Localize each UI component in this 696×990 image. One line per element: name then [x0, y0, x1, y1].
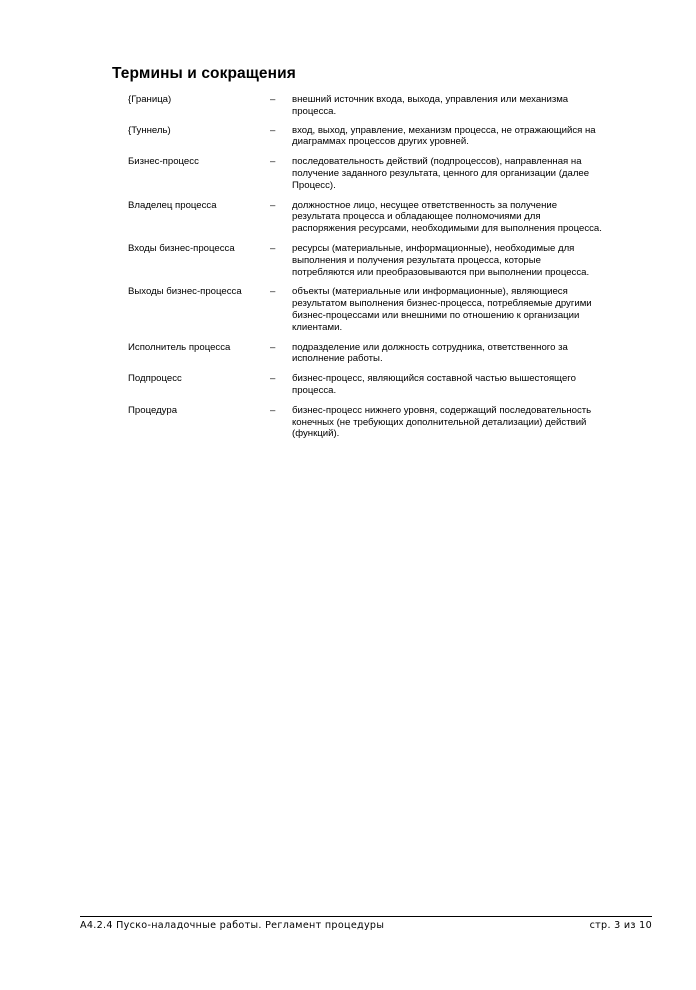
term-dash: –	[270, 156, 276, 168]
term-name: {Туннель)	[128, 124, 171, 136]
term-definition-line: процесса.	[292, 105, 337, 117]
terms-list	[128, 94, 648, 440]
term-definition	[292, 125, 648, 149]
term-definition-line: ресурсы (материальные, информационные), необходимые для	[292, 242, 575, 254]
term-row	[128, 156, 648, 191]
term-dash: –	[270, 286, 276, 298]
page-footer	[80, 916, 652, 931]
term-definition-line: конечных (не требующих дополнительной детализации) действий	[292, 416, 587, 428]
term-dash: –	[270, 124, 276, 136]
term-definition-line: Процесс).	[292, 179, 336, 191]
term-definition-line: бизнес-процессами или внешними по отношению к организации	[292, 309, 580, 321]
term-definition-line: диаграммах процессов других уровней.	[292, 136, 469, 148]
page-title: Термины и сокращения	[112, 65, 296, 82]
term-definition-line: должностное лицо, несущее ответственность за получение	[292, 199, 558, 211]
term-row	[128, 94, 648, 118]
term-name: Входы бизнес-процесса	[128, 242, 235, 254]
term-definition-line: потребляются или преобразовываются при выполнении процесса.	[292, 266, 590, 278]
term-name: Выходы бизнес-процесса	[128, 286, 242, 298]
term-definition-line: клиентами.	[292, 321, 343, 333]
term-definition-line: результатом выполнения бизнес-процесса, потребляемые другими	[292, 298, 592, 310]
term-definition-line: последовательность действий (подпроцессов), направленная на	[292, 156, 582, 168]
term-row	[128, 373, 648, 397]
term-definition	[292, 200, 648, 235]
term-row	[128, 243, 648, 278]
term-definition-line: процесса.	[292, 384, 337, 396]
term-name: Владелец процесса	[128, 199, 217, 211]
footer-document-title: А4.2.4 Пуско-наладочные работы. Регламент процедуры	[80, 920, 385, 931]
term-definition-line: распоряжения ресурсами, необходимыми для выполнения процесса.	[292, 223, 602, 235]
term-definition-line: подразделение или должность сотрудника, ответственного за	[292, 341, 568, 353]
term-name: Подпроцесс	[128, 373, 182, 385]
term-definition	[292, 342, 648, 366]
term-dash: –	[270, 373, 276, 385]
term-name: Исполнитель процесса	[128, 341, 231, 353]
term-definition-line: бизнес-процесс нижнего уровня, содержащий последовательность	[292, 404, 592, 416]
term-definition	[292, 94, 648, 118]
term-definition	[292, 405, 648, 440]
term-row	[128, 125, 648, 149]
term-definition-line: получение заданного результата, ценного для организации (далее	[292, 167, 590, 179]
term-dash: –	[270, 341, 276, 353]
term-definition-line: результата процесса и обладающее полномочиями для	[292, 211, 541, 223]
term-name: Процедура	[128, 404, 178, 416]
term-row	[128, 200, 648, 235]
term-definition-line: выполнения и получения результата процесса, которые	[292, 254, 542, 266]
term-row	[128, 405, 648, 440]
term-definition-line: вход, выход, управление, механизм процесса, не отражающийся на	[292, 124, 596, 136]
term-definition-line: внешний источник входа, выхода, управления или механизма	[292, 94, 569, 105]
term-row	[128, 286, 648, 333]
term-dash: –	[270, 242, 276, 254]
term-dash: –	[270, 94, 276, 105]
term-dash: –	[270, 199, 276, 211]
term-definition	[292, 156, 648, 191]
term-dash: –	[270, 404, 276, 416]
term-row	[128, 342, 648, 366]
term-name: Бизнес-процесс	[128, 156, 199, 168]
term-definition-line: (функций).	[292, 428, 340, 440]
term-definition	[292, 243, 648, 278]
term-definition-line: исполнение работы.	[292, 353, 383, 365]
term-definition	[292, 286, 648, 333]
term-definition-line: бизнес-процесс, являющийся составной частью вышестоящего	[292, 373, 576, 385]
footer-page-number: стр. 3 из 10	[589, 920, 652, 931]
term-definition-line: объекты (материальные или информационные), являющиеся	[292, 286, 568, 298]
term-name: {Граница)	[128, 94, 172, 105]
term-definition	[292, 373, 648, 397]
